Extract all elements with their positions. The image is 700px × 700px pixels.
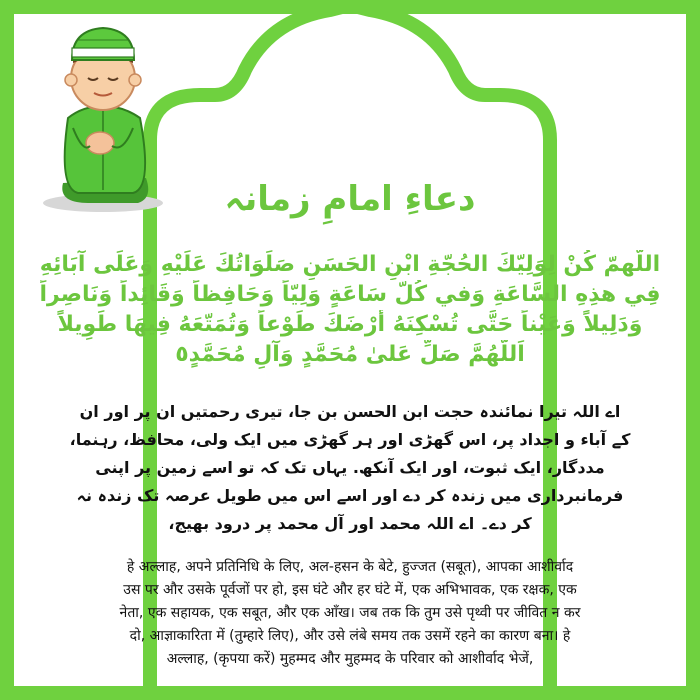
hindi-line: उस पर और उसके पूर्वजों पर हो, इस घंटे और हर घंटे में, एक अभिभावक, एक रक्षक, एक [123, 582, 577, 598]
hindi-line: दो, आज्ञाकारिता में (तुम्हारे लिए), और उसे लंबे समय तक उसमें रहने का कारण बना। हे [129, 628, 571, 644]
urdu-translation [34, 398, 666, 538]
hindi-line: नेता, एक सहायक, एक सबूत, और एक आँख। जब तक कि तुम उसे पृथ्वी पर जीवित न कर [119, 605, 581, 621]
urdu-line: فرمانبرداری میں زندہ کر دے اور اسے اس میں طویل عرصہ تک زندہ نہ [76, 486, 624, 505]
arabic-line: فِي هذِهِ السَّاعَةِ وَفي كُلّ سَاعَةٍ وَلِيّاً وَحَافِظاً وَقَائِداً وَنَاصِراً [39, 282, 661, 307]
arabic-dua-text [24, 250, 676, 370]
page-title: دعاءِ امامِ زمانہ [224, 179, 476, 219]
hindi-line: अल्लाह, (कृपया करें) मुहम्मद और मुहम्मद के परिवार को आशीर्वाद भेजें, [166, 651, 534, 667]
hindi-translation [26, 556, 674, 671]
urdu-line: کر دے۔ اے اللہ محمد اور آل محمد پر درود بھیج، [168, 514, 532, 533]
urdu-line: اے اللہ تیرا نمائندہ حجت ابن الحسن بن جا، تیری رحمتیں ان پر اور ان [79, 402, 621, 421]
arabic-line: وَدَلِيلاً وَعَيْناً حَتَّى تُسْكِنَهُ أَرْضَكَ طَوْعاً وَتُمَتّعَهُ فِيهَا طَوِيلاً [57, 312, 643, 337]
arabic-line: اَللّهُمَّ صَلِّ عَلىٰ مُحَمَّدٍ وَآلِ مُحَمَّدٍ٥ [175, 342, 525, 367]
hindi-line: हे अल्लाह, अपने प्रतिनिधि के लिए, अल-हसन के बेटे, हुज्जत (सबूत), आपका आशीर्वाद [126, 559, 574, 575]
urdu-line: کے آباء و اجداد پر، اس گھڑی اور ہر گھڑی میں ایک ولی، محافظ، رہنما، [69, 430, 631, 449]
arabic-line: اللّهمّ كُنْ لِوَلِيّكَ الحُجّةِ ابْنِ الحَسَنِ صَلَوَاتُكَ عَلَيْهِ وَعَلَى آبَائِهِ [39, 252, 661, 277]
urdu-line: مددگار، ایک ثبوت، اور ایک آنکھ. یہاں تک کہ تو اسے زمین پر اپنی [95, 458, 605, 477]
